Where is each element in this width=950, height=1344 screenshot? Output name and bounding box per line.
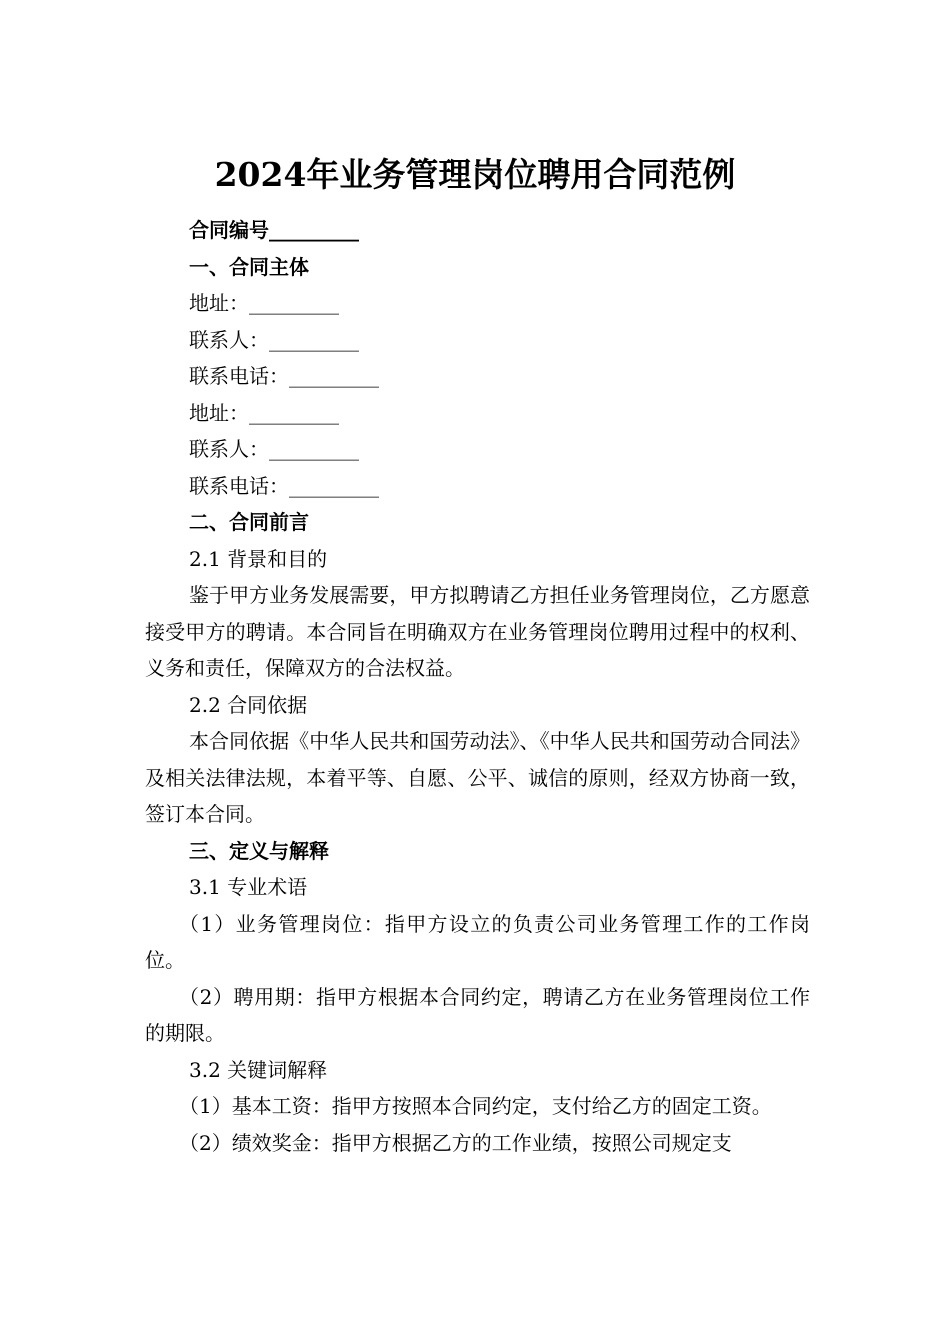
party-b-address: 地址：_________	[189, 400, 339, 425]
document-title: 2024年业务管理岗位聘用合同范例	[214, 155, 736, 194]
document-body	[145, 212, 810, 1161]
contract-number: 合同编号_________	[189, 218, 359, 242]
subsection-title-background: 2.1 背景和目的	[189, 546, 328, 571]
paragraph-background: 鉴于甲方业务发展需要，甲方拟聘请乙方担任业务管理岗位，乙方愿意接受甲方的聘请。本合同旨在明确双方在业务管理岗位聘用过程中的权利、义务和责任，保障双方的合法权益。	[145, 583, 810, 680]
paragraph-basis: 本合同依据《中华人民共和国劳动法》、《中华人民共和国劳动合同法》及相关法律法规，本着平等、自愿、公平、诚信的原则，经双方协商一致，签订本合同。	[145, 729, 810, 826]
party-b-phone: 联系电话：_________	[189, 473, 379, 498]
definition-item: （1）业务管理岗位：指甲方设立的负责公司业务管理工作的工作岗位。	[145, 911, 810, 972]
party-a-contact: 联系人：_________	[189, 327, 359, 352]
subsection-title-keywords: 3.2 关键词解释	[189, 1057, 328, 1082]
party-a-phone: 联系电话：_________	[189, 364, 379, 388]
keyword-item: （1）基本工资：指甲方按照本合同约定，支付给乙方的固定工资。	[179, 1094, 772, 1118]
definition-item: （2）聘用期：指甲方根据本合同约定，聘请乙方在业务管理岗位工作的期限。	[145, 984, 810, 1045]
subsection-title-terms: 3.1 专业术语	[189, 875, 308, 899]
section-heading-parties: 一、合同主体	[189, 254, 309, 279]
subsection-title-basis: 2.2 合同依据	[189, 692, 308, 717]
keyword-item: （2）绩效奖金：指甲方根据乙方的工作业绩，按照公司规定支	[179, 1130, 732, 1155]
section-heading-preamble: 二、合同前言	[189, 510, 309, 534]
section-heading-definitions: 三、定义与解释	[189, 838, 329, 863]
party-b-contact: 联系人：_________	[189, 437, 359, 461]
party-a-address: 地址：_________	[189, 291, 339, 315]
